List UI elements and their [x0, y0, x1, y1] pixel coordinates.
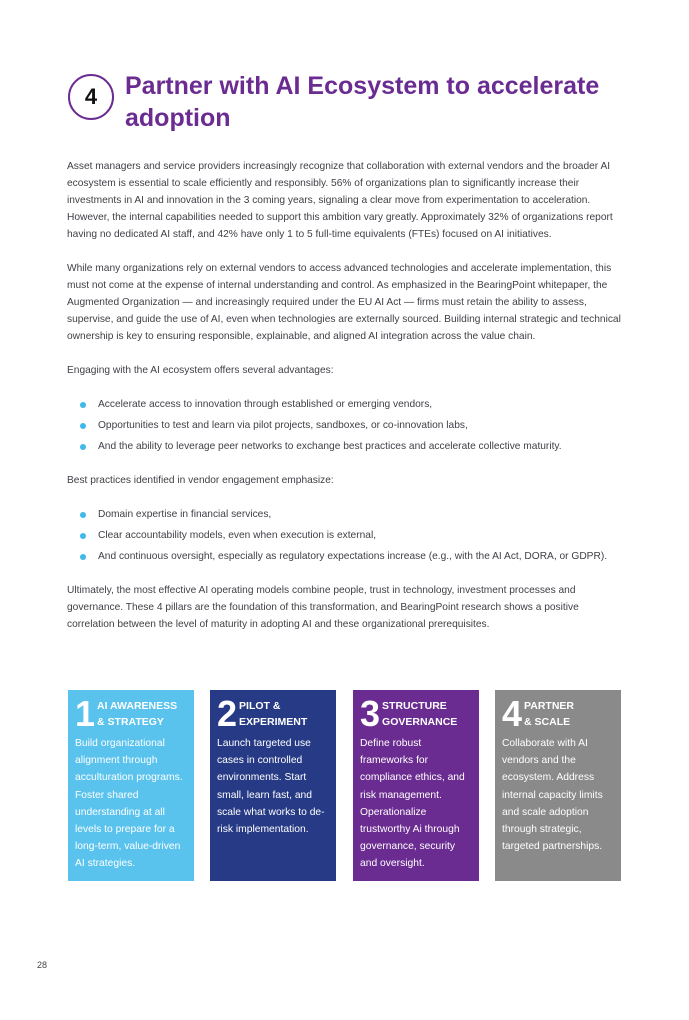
advantages-list — [67, 396, 621, 455]
pillar-title-line1: STRUCTURE — [382, 700, 447, 712]
list-item: Clear accountability models, even when execution is external, — [67, 527, 621, 544]
pillar-number: 2 — [217, 693, 238, 734]
pillar-body: Launch targeted use cases in controlled environments. Start small, learn fast, and scale what works to de-risk implementation. — [217, 738, 325, 836]
section-number-badge: 4 — [68, 74, 114, 120]
pillar-title-line2: & STRATEGY — [97, 716, 164, 728]
pillar-title-line2: GOVERNANCE — [382, 716, 458, 728]
pillar-body: Collaborate with AI vendors and the ecosystem. Address internal capacity limits and scale adoption through strategic, targeted partnerships. — [502, 738, 603, 853]
pillar-header — [502, 693, 614, 734]
pillar-body: Define robust frameworks for compliance ethics, and risk management. Operationalize trustworthy Ai through governance, security and oversight. — [360, 738, 465, 870]
pillar-number: 1 — [75, 693, 96, 734]
list-item: And continuous oversight, especially as regulatory expectations increase (e.g., with the AI Act, DORA, or GDPR). — [67, 548, 621, 565]
list-item: Domain expertise in financial services, — [67, 506, 621, 523]
pillar-body: Build organizational alignment through acculturation programs. Foster shared understanding at all levels to prepare for a long-term, value-driven AI strategies. — [75, 738, 183, 870]
pillar-title-line2: & SCALE — [524, 716, 571, 728]
pillar-title — [524, 698, 574, 730]
practices-list — [67, 506, 621, 565]
list-item: Opportunities to test and learn via pilot projects, sandboxes, or co-innovation labs, — [67, 417, 621, 434]
pillar-title — [97, 698, 177, 730]
pillar-number: 3 — [360, 693, 381, 734]
list-item: And the ability to leverage peer networks to exchange best practices and accelerate collective maturity. — [67, 438, 621, 455]
pillar-card-partner — [495, 690, 621, 881]
pillar-card-governance — [353, 690, 479, 881]
advantages-intro: Engaging with the AI ecosystem offers several advantages: — [67, 365, 334, 376]
pillar-title-line1: PARTNER — [524, 700, 575, 712]
pillar-title-line2: EXPERIMENT — [239, 716, 308, 728]
vendor-paragraph: While many organizations rely on external vendors to access advanced technologies and accelerate implementation, this must not come at the expense of internal understanding and control. As emphasized in the BearingPoint whitepaper, the Augmented Organization — and increasingly required under the EU AI Act — firms must retain the ability to assess, supervise, and guide the use of AI, even when technologies are externally sourced. Building internal strategic and technical ownership is key to ensuring responsible, explainable, and aligned AI integration across the value chain. — [67, 263, 621, 342]
pillars-row — [68, 690, 621, 881]
pillar-header — [217, 693, 329, 734]
pillar-number: 4 — [502, 693, 523, 734]
pillar-title-line1: AI AWARENESS — [97, 700, 178, 712]
pillar-header — [360, 693, 472, 734]
intro-paragraph: Asset managers and service providers increasingly recognize that collaboration with external vendors and the broader AI ecosystem is essential to scale efficiently and responsibly. 56% of organizations plan to significantly increase their investments in AI and innovation in the 3 coming years, signaling a clear move from experimentation to acceleration. However, the internal capabilities needed to support this ambition vary greatly. Approximately 32% of organizations report having no dedicated AI staff, and 42% have only 1 to 5 full-time equivalents (FTEs) focused on AI initiatives. — [67, 161, 613, 240]
body-content — [67, 158, 621, 650]
pillar-title — [382, 698, 457, 730]
list-item: Accelerate access to innovation through established or emerging vendors, — [67, 396, 621, 413]
conclusion-paragraph: Ultimately, the most effective AI operating models combine people, trust in technology, investment processes and governance. These 4 pillars are the foundation of this transformation, and BearingPoint research shows a positive correlation between the level of maturity in adopting AI and these organizational prerequisites. — [67, 585, 579, 630]
pillar-title — [239, 698, 307, 730]
pillar-card-awareness — [68, 690, 194, 881]
pillar-title-line1: PILOT & — [239, 700, 281, 712]
pillar-card-pilot — [210, 690, 336, 881]
practices-intro: Best practices identified in vendor engagement emphasize: — [67, 475, 334, 486]
page-title: Partner with AI Ecosystem to accelerate adoption — [125, 72, 600, 132]
pillar-header — [75, 693, 187, 734]
page-number: 28 — [37, 960, 48, 970]
